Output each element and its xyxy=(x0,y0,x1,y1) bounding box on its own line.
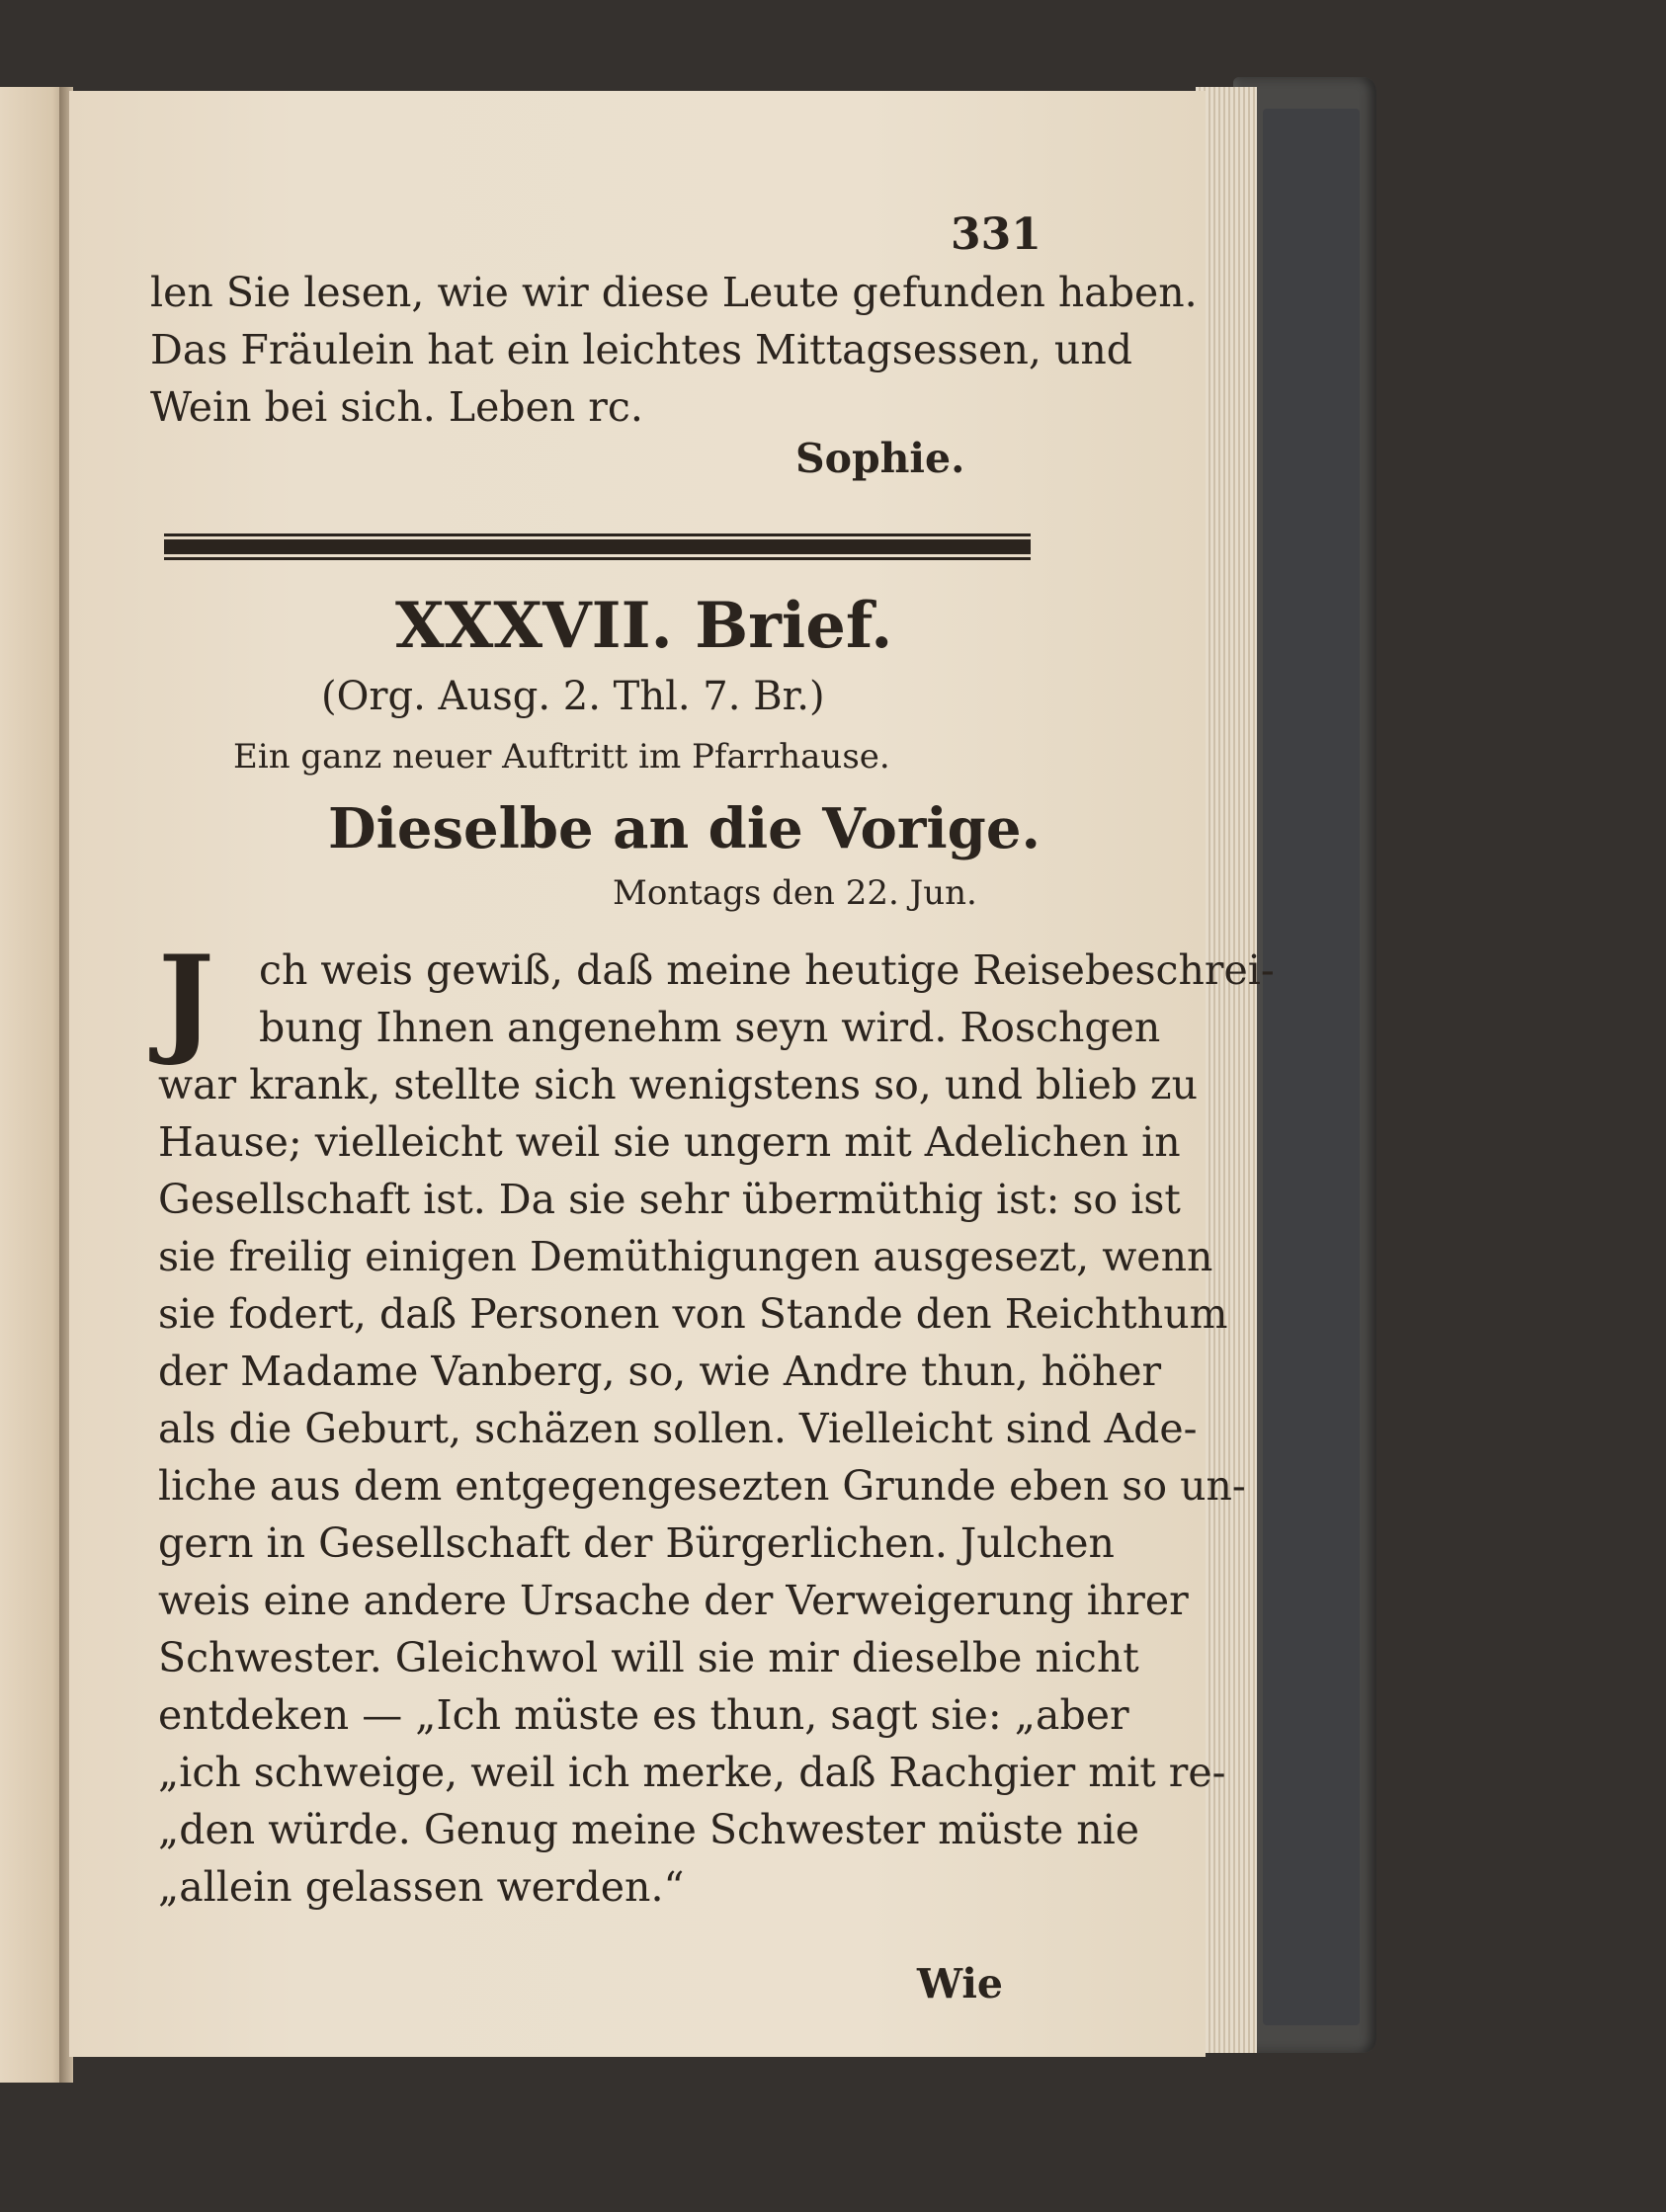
body-line-6: sie freilig einigen Demüthigungen ausgesezt, wenn xyxy=(158,1233,1213,1280)
letter-subtitle: Ein ganz neuer Auftritt im Pfarrhause. xyxy=(233,737,890,777)
book-cover-inner xyxy=(1263,109,1360,2025)
source-reference: (Org. Ausg. 2. Thl. 7. Br.) xyxy=(321,674,825,719)
top-line-2: Das Fräulein hat ein leichtes Mittagsessen, und xyxy=(150,326,1132,373)
body-line-15: „ich schweige, weil ich merke, daß Rachgier mit re- xyxy=(158,1749,1226,1796)
body-line-2: bung Ihnen angenehm seyn wird. Roschgen xyxy=(259,1004,1161,1051)
letter-title: Dieselbe an die Vorige. xyxy=(328,796,1041,861)
body-line-4: Hause; vielleicht weil sie ungern mit Adelichen in xyxy=(158,1118,1181,1166)
body-line-9: als die Geburt, schäzen sollen. Vielleicht sind Ade- xyxy=(158,1405,1198,1452)
dateline: Montags den 22. Jun. xyxy=(613,873,977,913)
body-line-17: „allein gelassen werden.“ xyxy=(158,1863,685,1911)
body-line-3: war krank, stellte sich wenigstens so, und blieb zu xyxy=(158,1061,1198,1108)
body-line-16: „den würde. Genug meine Schwester müste nie xyxy=(158,1806,1140,1853)
body-line-5: Gesellschaft ist. Da sie sehr übermüthig ist: so ist xyxy=(158,1176,1181,1223)
left-page-edge xyxy=(0,87,65,2083)
body-line-11: gern in Gesellschaft der Bürgerlichen. Julchen xyxy=(158,1519,1115,1567)
body-line-7: sie fodert, daß Personen von Stande den Reichthum xyxy=(158,1290,1228,1338)
body-line-14: entdeken — „Ich müste es thun, sagt sie: „aber xyxy=(158,1691,1129,1739)
page-number: 331 xyxy=(951,209,1041,260)
top-line-3: Wein bei sich. Leben rc. xyxy=(150,383,643,431)
body-line-8: der Madame Vanberg, so, wie Andre thun, höher xyxy=(158,1348,1162,1395)
drop-cap: J xyxy=(158,930,214,1069)
top-line-1: len Sie lesen, wie wir diese Leute gefunden haben. xyxy=(150,269,1198,316)
section-rule xyxy=(164,533,1031,561)
signature: Sophie. xyxy=(795,435,965,482)
catchword: Wie xyxy=(917,1960,1003,2007)
body-line-13: Schwester. Gleichwol will sie mir dieselbe nicht xyxy=(158,1634,1139,1681)
letter-heading: XXXVII. Brief. xyxy=(395,589,893,663)
body-line-10: liche aus dem entgegengesezten Grunde eben so un- xyxy=(158,1462,1246,1510)
body-line-12: weis eine andere Ursache der Verweigerung ihrer xyxy=(158,1577,1189,1624)
body-line-1: ch weis gewiß, daß meine heutige Reisebeschrei- xyxy=(259,946,1275,994)
